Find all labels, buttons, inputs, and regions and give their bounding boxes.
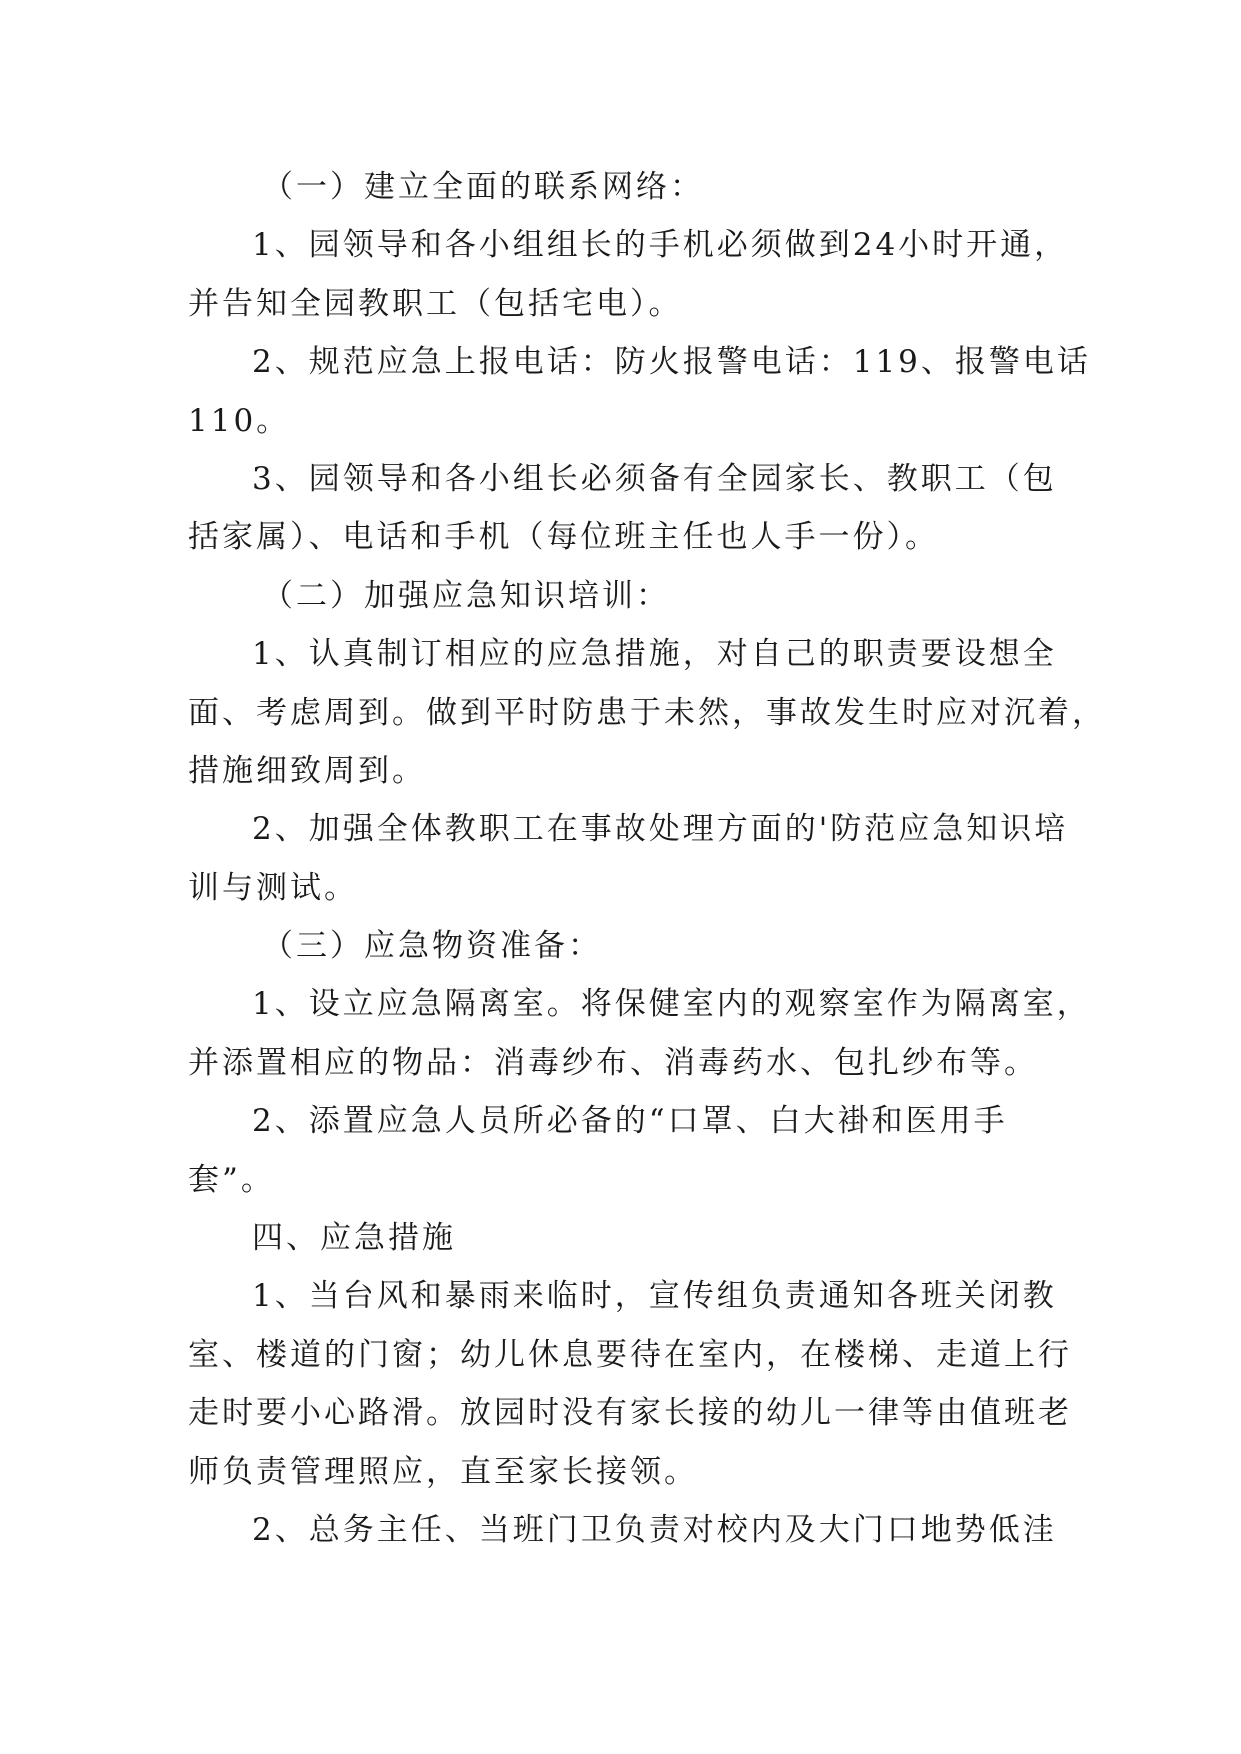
paragraph-line: 室、楼道的门窗；幼儿休息要待在室内，在楼梯、走道上行: [188, 1336, 1072, 1373]
paragraph-line: 2、加强全体教职工在事故处理方面的'防范应急知识培: [252, 811, 1069, 848]
paragraph-line: 措施细致周到。: [188, 752, 426, 789]
paragraph-line: 110。: [188, 402, 291, 439]
paragraph-line: 1、设立应急隔离室。将保健室内的观察室作为隔离室，: [252, 986, 1091, 1023]
paragraph-line: 2、规范应急上报电话：防火报警电话：119、报警电话: [252, 344, 1091, 381]
paragraph-line: 套”。: [188, 1161, 275, 1198]
section-heading-supplies: （三）应急物资准备：: [262, 928, 602, 965]
paragraph-line: 1、当台风和暴雨来临时，宣传组负责通知各班关闭教: [252, 1278, 1057, 1315]
paragraph-line: 训与测试。: [188, 869, 358, 906]
paragraph-line: 1、园领导和各小组组长的手机必须做到24小时开通，: [252, 227, 1069, 264]
section-heading-training: （二）加强应急知识培训：: [262, 577, 670, 614]
document-body: [188, 158, 1106, 1559]
paragraph-line: 2、总务主任、当班门卫负责对校内及大门口地势低洼: [252, 1511, 1057, 1548]
paragraph-line: 括家属）、电话和手机（每位班主任也人手一份）。: [188, 519, 939, 556]
section-heading-contact-network: （一）建立全面的联系网络：: [262, 169, 704, 205]
paragraph-line: 3、园领导和各小组长必须备有全园家长、教职工（包: [252, 460, 1057, 497]
paragraph-line: 1、认真制订相应的应急措施，对自己的职责要设想全: [252, 636, 1057, 673]
paragraph-line: 面、考虑周到。做到平时防患于未然，事故发生时应对沉着，: [188, 694, 1106, 731]
paragraph-line: 并添置相应的物品：消毒纱布、消毒药水、包扎纱布等。: [188, 1044, 1038, 1081]
paragraph-line: 走时要小心路滑。放园时没有家长接的幼儿一律等由值班老: [188, 1395, 1072, 1432]
paragraph-line: 师负责管理照应，直至家长接领。: [188, 1453, 698, 1490]
paragraph-line: 2、添置应急人员所必备的“口罩、白大褂和医用手: [252, 1103, 1008, 1140]
paragraph-line: 并告知全园教职工（包括宅电）。: [188, 285, 683, 322]
section-heading-emergency-measures: 四、应急措施: [252, 1220, 456, 1257]
